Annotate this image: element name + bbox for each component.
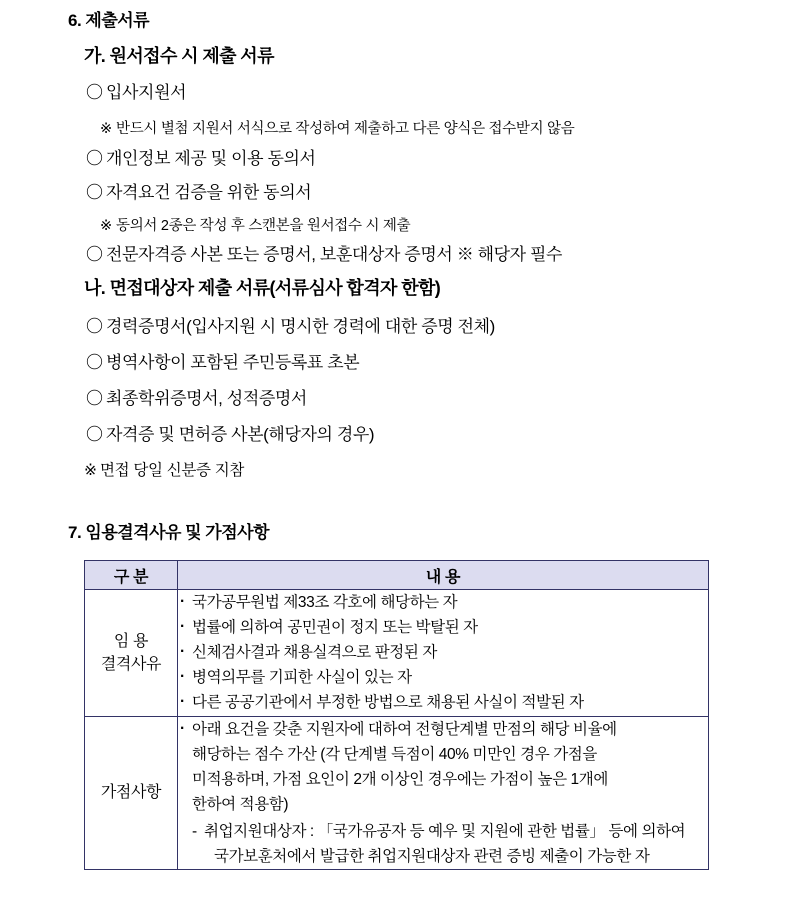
row-label-line-2: 결격사유 (100, 655, 162, 673)
list-item (86, 420, 374, 445)
list-item (86, 78, 186, 103)
list-item-label: 자격증 및 면허증 사본(해당자의 경우) (106, 425, 375, 444)
list-item: · 법률에 의하여 공민권이 정지 또는 박탈된 자 (178, 615, 708, 640)
note-line (100, 214, 410, 235)
circle-bullet-icon: 〇 (86, 425, 103, 444)
subsection-b-heading: 나. 면접대상자 제출 서류(서류심사 합격자 한함) (84, 278, 441, 298)
circle-bullet-icon: 〇 (86, 317, 103, 336)
disqualification-and-bonus-table (84, 560, 709, 870)
row-content-bonus (178, 716, 709, 870)
circle-bullet-icon: 〇 (86, 245, 103, 264)
circle-bullet-icon: 〇 (86, 389, 103, 408)
list-item (178, 717, 708, 742)
paragraph-line: 한하여 적용함) (192, 795, 289, 813)
list-item (86, 240, 562, 265)
circle-bullet-icon: 〇 (86, 83, 103, 102)
list-item: · 다른 공공기관에서 부정한 방법으로 채용된 사실이 적발된 자 (178, 690, 708, 715)
list-item-label: 최종학위증명서, 성적증명서 (106, 389, 307, 408)
sub-list-item-continuation: 국가보훈처에서 발급한 취업지원대상자 관련 증빙 제출이 가능한 자 (214, 848, 650, 866)
list-item-label: 자격요건 검증을 위한 동의서 (106, 183, 312, 202)
reference-mark-icon: ※ (100, 121, 112, 137)
reference-mark-icon: ※ (100, 218, 112, 234)
row-label-line-1: 임 용 (113, 632, 149, 650)
note-line (100, 117, 574, 138)
row-label-bonus: 가점사항 (85, 716, 178, 870)
list-item (86, 178, 311, 203)
list-item (86, 348, 359, 373)
list-item (86, 312, 495, 337)
paragraph-line: 미적용하며, 가점 요인이 2개 이상인 경우에는 가점이 높은 1개에 (192, 770, 608, 788)
section-6-heading: 6. 제출서류 (68, 11, 150, 30)
list-item: · 국가공무원법 제33조 각호에 해당하는 자 (178, 590, 708, 615)
subsection-a-heading: 가. 원서접수 시 제출 서류 (84, 46, 274, 66)
paragraph-line: 해당하는 점수 가산 (각 단계별 득점이 40% 미만인 경우 가점을 (192, 745, 597, 763)
circle-bullet-icon: 〇 (86, 183, 103, 202)
circle-bullet-icon: 〇 (86, 353, 103, 372)
note-text: 면접 당일 신분증 지참 (100, 462, 245, 479)
list-item: · 병역의무를 기피한 사실이 있는 자 (178, 665, 708, 690)
circle-bullet-icon: 〇 (86, 149, 103, 168)
table-row (85, 716, 709, 870)
sub-list-item: - 취업지원대상자 : 「국가유공자 등 예우 및 지원에 관한 법률」 등에 의하여 (178, 819, 708, 844)
row-content-disqualification (178, 590, 709, 717)
note-text: 동의서 2종은 작성 후 스캔본을 원서접수 시 제출 (116, 218, 411, 234)
row-label-disqualification (85, 590, 178, 717)
table-row (85, 590, 709, 717)
list-item-label: 전문자격증 사본 또는 증명서, 보훈대상자 증명서 ※ 해당자 필수 (106, 245, 563, 264)
table-header-row (85, 561, 709, 590)
section-7-heading: 7. 임용결격사유 및 가점사항 (68, 523, 269, 542)
list-item (86, 384, 307, 409)
column-header-division: 구 분 (85, 561, 178, 590)
list-item-label: 병역사항이 포함된 주민등록표 초본 (106, 353, 360, 372)
list-item: · 신체검사결과 채용실격으로 판정된 자 (178, 640, 708, 665)
note-text: 반드시 별첨 지원서 서식으로 작성하여 제출하고 다른 양식은 접수받지 않음 (116, 121, 575, 137)
paragraph-line: · 아래 요건을 갖춘 지원자에 대하여 전형단계별 만점의 해당 비율에 (192, 720, 617, 738)
list-item-label: 개인정보 제공 및 이용 동의서 (106, 149, 316, 168)
list-item (86, 144, 316, 169)
column-header-content: 내 용 (178, 561, 709, 590)
list-item-label: 경력증명서(입사지원 시 명시한 경력에 대한 증명 전체) (106, 317, 495, 336)
list-item-label: 입사지원서 (106, 83, 187, 102)
note-line (84, 458, 244, 480)
reference-mark-icon: ※ (84, 462, 97, 479)
